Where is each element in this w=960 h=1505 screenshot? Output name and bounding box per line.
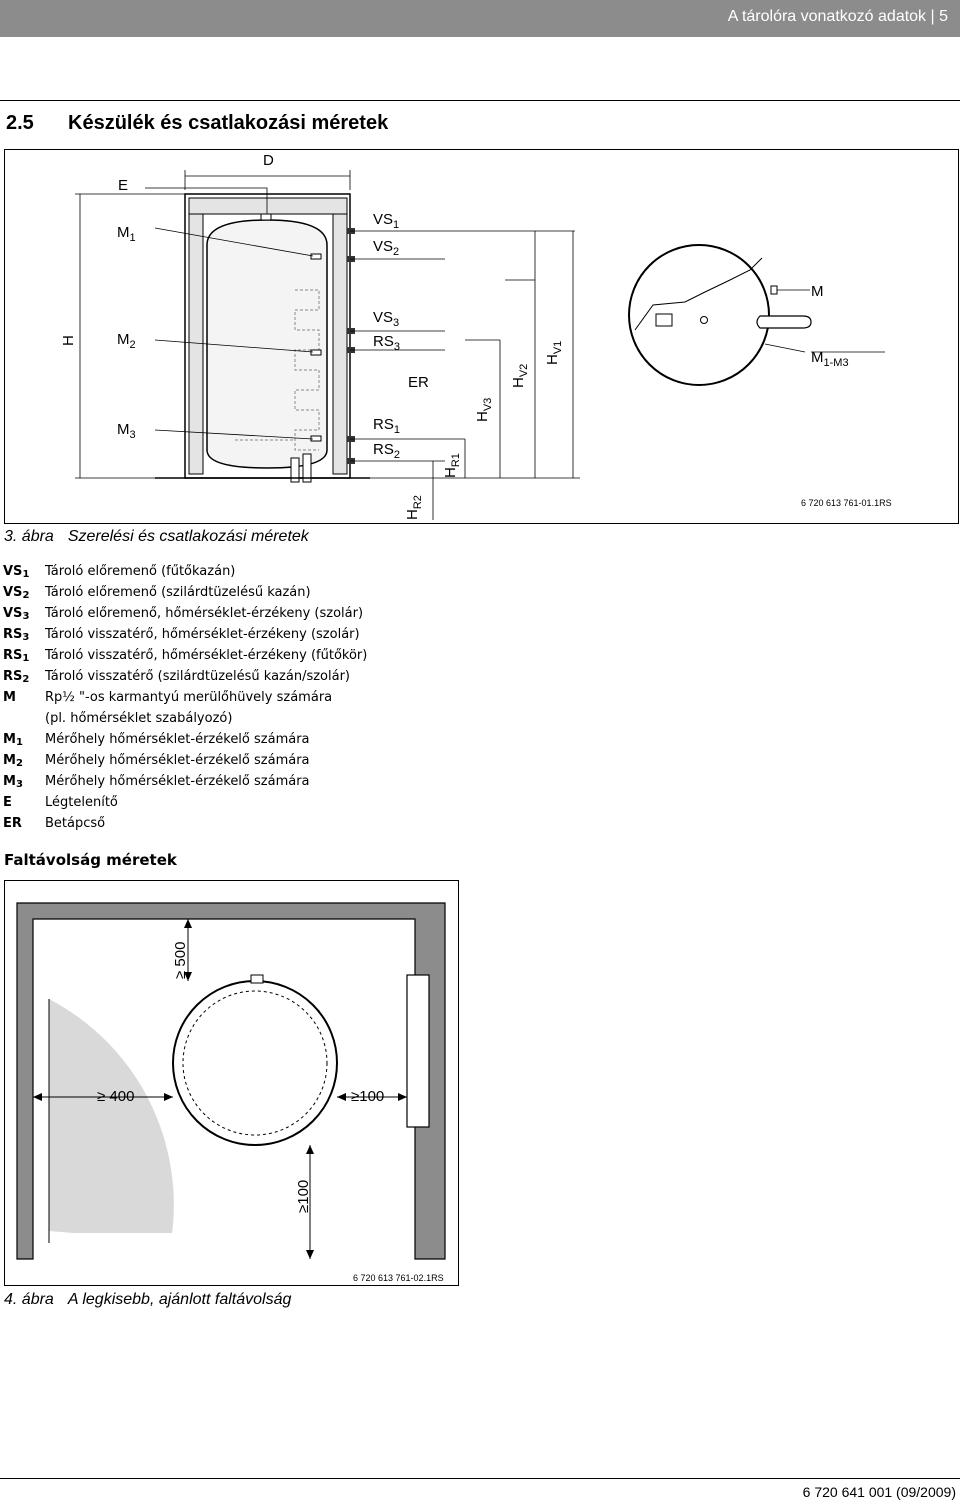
wall-distance-heading: Faltávolság méretek (4, 851, 177, 869)
figure3-caption (4, 528, 309, 546)
label-HV1: $H_{V1}$ (544, 340, 564, 365)
figure4-caption (4, 1291, 291, 1309)
label-M2: $M_2$ (117, 331, 136, 351)
footer-doc-number: 6 720 641 001 (09/2009) (802, 1484, 956, 1500)
tank-diagram (5, 150, 958, 523)
label-RS2: $RS_2$ (373, 441, 400, 461)
label-M3: $M_3$ (117, 421, 136, 441)
dim-bottom-label: ≥100 (295, 1179, 312, 1213)
label-ER: ER (408, 374, 429, 391)
wall-distance-diagram (5, 881, 458, 1285)
section-title (6, 112, 388, 135)
header-title: A tárolóra vonatkozó adatok | 5 (727, 8, 948, 25)
label-VS2: $VS_2$ (373, 238, 400, 258)
dim-left-label: ≥ 400 (97, 1088, 135, 1105)
label-VS3: $VS_3$ (373, 309, 400, 329)
label-M1-M3: $M_{1-M3}$ (811, 349, 849, 369)
figure3-caption-text: Szerelési és csatlakozási méretek (67, 528, 309, 545)
header-bar (0, 0, 960, 37)
label-HR1: $H_{R1}$ (442, 453, 462, 478)
label-E: E (118, 177, 129, 194)
label-M: M (811, 283, 824, 300)
figure3-caption-label: 3. ábra (4, 528, 54, 545)
label-D: D (263, 152, 274, 169)
figure4-caption-label: 4. ábra (4, 1291, 54, 1308)
dim-right-label: ≥100 (351, 1088, 385, 1105)
figure-wall-distances (4, 880, 459, 1286)
section-title-text: Készülék és csatlakozási méretek (68, 112, 389, 134)
label-HV2: $H_{V2}$ (510, 363, 530, 388)
label-HR2: $H_{R2}$ (404, 495, 424, 520)
figure3-code: 6 720 613 761-01.1RS (801, 498, 892, 508)
label-VS1: $VS_1$ (373, 211, 400, 231)
figure4-caption-text: A legkisebb, ajánlott faltávolság (67, 1291, 292, 1308)
footer-rule (0, 1478, 960, 1479)
section-rule (0, 100, 960, 101)
label-M1: $M_1$ (117, 224, 136, 244)
label-RS3: $RS_3$ (373, 333, 400, 353)
label-HV3: $H_{V3}$ (474, 397, 494, 422)
dim-top-label: ≥ 500 (172, 941, 189, 979)
figure4-code: 6 720 613 761-02.1RS (353, 1273, 444, 1283)
figure-connection-dimensions (4, 149, 959, 524)
label-RS1: $RS_1$ (373, 416, 400, 436)
section-number: 2.5 (6, 112, 34, 134)
label-H: H (60, 335, 77, 346)
